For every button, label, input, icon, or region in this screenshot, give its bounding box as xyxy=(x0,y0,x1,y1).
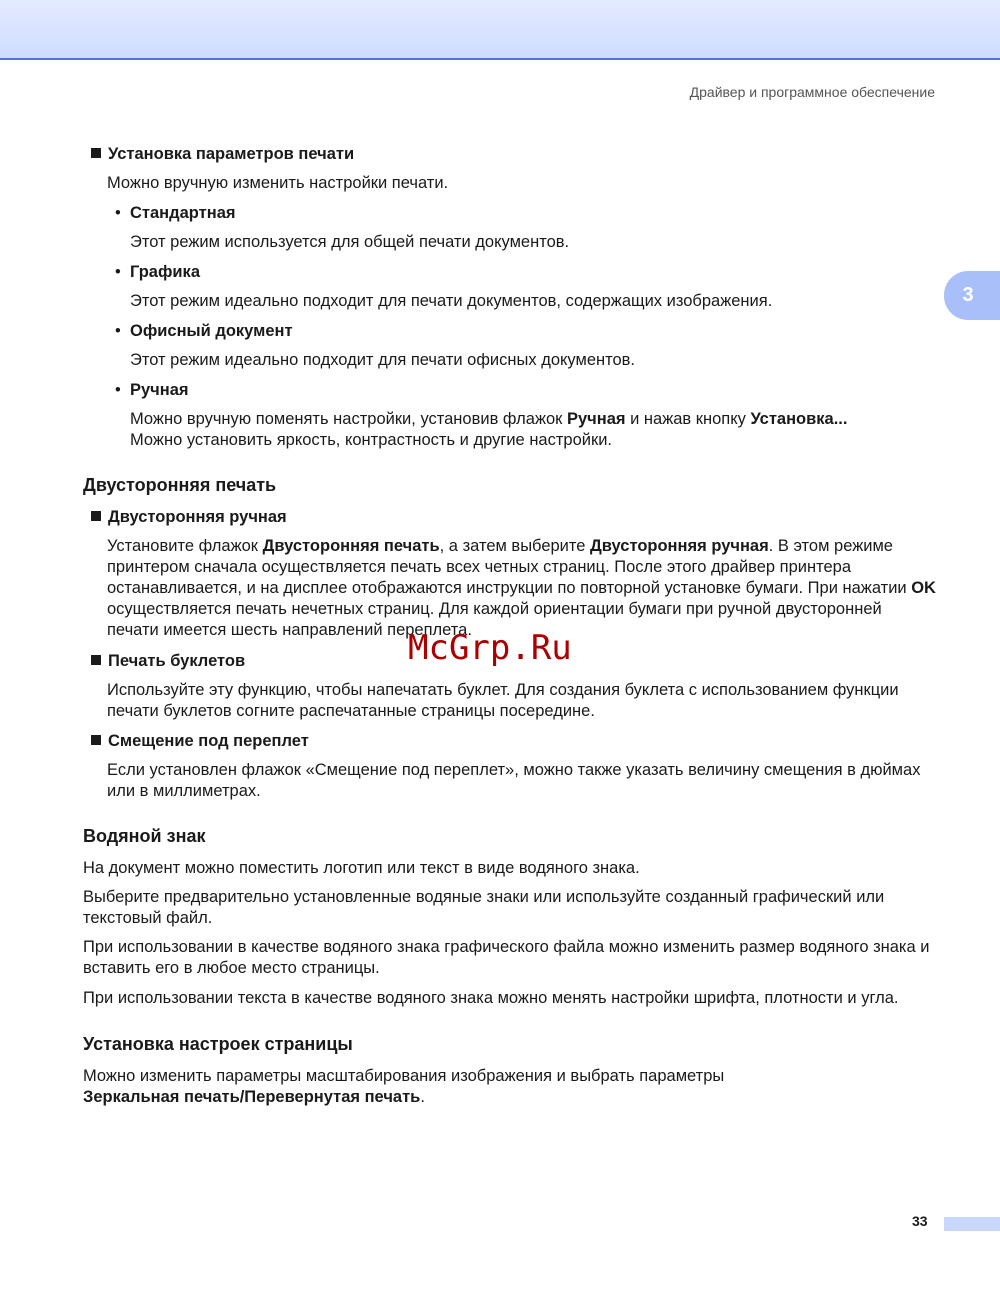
watermark-p1: На документ можно поместить логотип или текст в виде водяного знака. xyxy=(83,859,640,877)
chapter-tab: 3 xyxy=(944,271,1000,320)
watermark-heading: Водяной знак xyxy=(83,826,206,846)
mode-graphics-desc: Этот режим идеально подходит для печати документов, содержащих изображения. xyxy=(130,292,773,310)
booklet-text: Используйте эту функцию, чтобы напечатать буклет. Для создания буклета с использованием функции печати буклетов согните распечатанные страницы посередине. xyxy=(107,681,899,720)
mode-manual-label: • Ручная xyxy=(115,381,189,399)
duplex-heading: Двусторонняя печать xyxy=(83,475,277,495)
square-bullet-icon xyxy=(91,148,101,158)
watermark-p2: Выберите предварительно установленные водяные знаки или используйте созданный графический или текстовый файл. xyxy=(83,888,885,927)
print-settings-intro: Можно вручную изменить настройки печати. xyxy=(107,174,449,192)
mode-standard-label: • Стандартная xyxy=(115,204,236,222)
page-setup-text: Можно изменить параметры масштабирования изображения и выбрать параметры Зеркальная печать/Перевернутая печать. xyxy=(83,1067,725,1106)
mode-standard-desc: Этот режим используется для общей печати документов. xyxy=(130,233,570,251)
duplex-manual-text: Установите флажок Двусторонняя печать, а затем выберите Двусторонняя ручная. В этом режиме принтером сначала осуществляется печать всех четных страниц. После этого драйвер принтера останавливается, и на дисплее отображаются инструкции по повторной установке бумаги. При нажатии OK осуществляется печать нечетных страниц. Для каждой ориентации бумаги при ручной двусторонней печати имеется шесть направлений переплета. xyxy=(107,537,936,639)
watermark-p3: При использовании в качестве водяного знака графического файла можно изменить размер водяного знака и вставить его в любое место страницы. xyxy=(83,938,930,977)
mode-office-desc: Этот режим идеально подходит для печати офисных документов. xyxy=(130,351,636,369)
site-watermark: McGrp.Ru xyxy=(408,628,572,668)
mode-manual-desc: Можно вручную поменять настройки, установив флажок Ручная и нажав кнопку Установка... Можно установить яркость, контрастность и другие настройки. xyxy=(130,410,848,449)
page-number: 33 xyxy=(912,1213,928,1229)
mode-office-label: • Офисный документ xyxy=(115,322,293,340)
booklet-heading: Печать буклетов xyxy=(91,651,245,672)
print-settings-heading: Установка параметров печати xyxy=(91,144,354,165)
square-bullet-icon xyxy=(91,735,101,745)
watermark-p4: При использовании текста в качестве водяного знака можно менять настройки шрифта, плотности и угла. xyxy=(83,989,899,1007)
page-setup-heading: Установка настроек страницы xyxy=(83,1034,353,1054)
page-number-bar xyxy=(944,1217,1000,1231)
duplex-manual-heading: Двусторонняя ручная xyxy=(91,507,287,528)
offset-heading: Смещение под переплет xyxy=(91,731,309,752)
mode-graphics-label: • Графика xyxy=(115,263,200,281)
offset-text: Если установлен флажок «Смещение под переплет», можно также указать величину смещения в дюймах или в миллиметрах. xyxy=(107,761,921,800)
running-title: Драйвер и программное обеспечение xyxy=(689,84,935,100)
square-bullet-icon xyxy=(91,655,101,665)
header-band xyxy=(0,0,1000,60)
square-bullet-icon xyxy=(91,511,101,521)
